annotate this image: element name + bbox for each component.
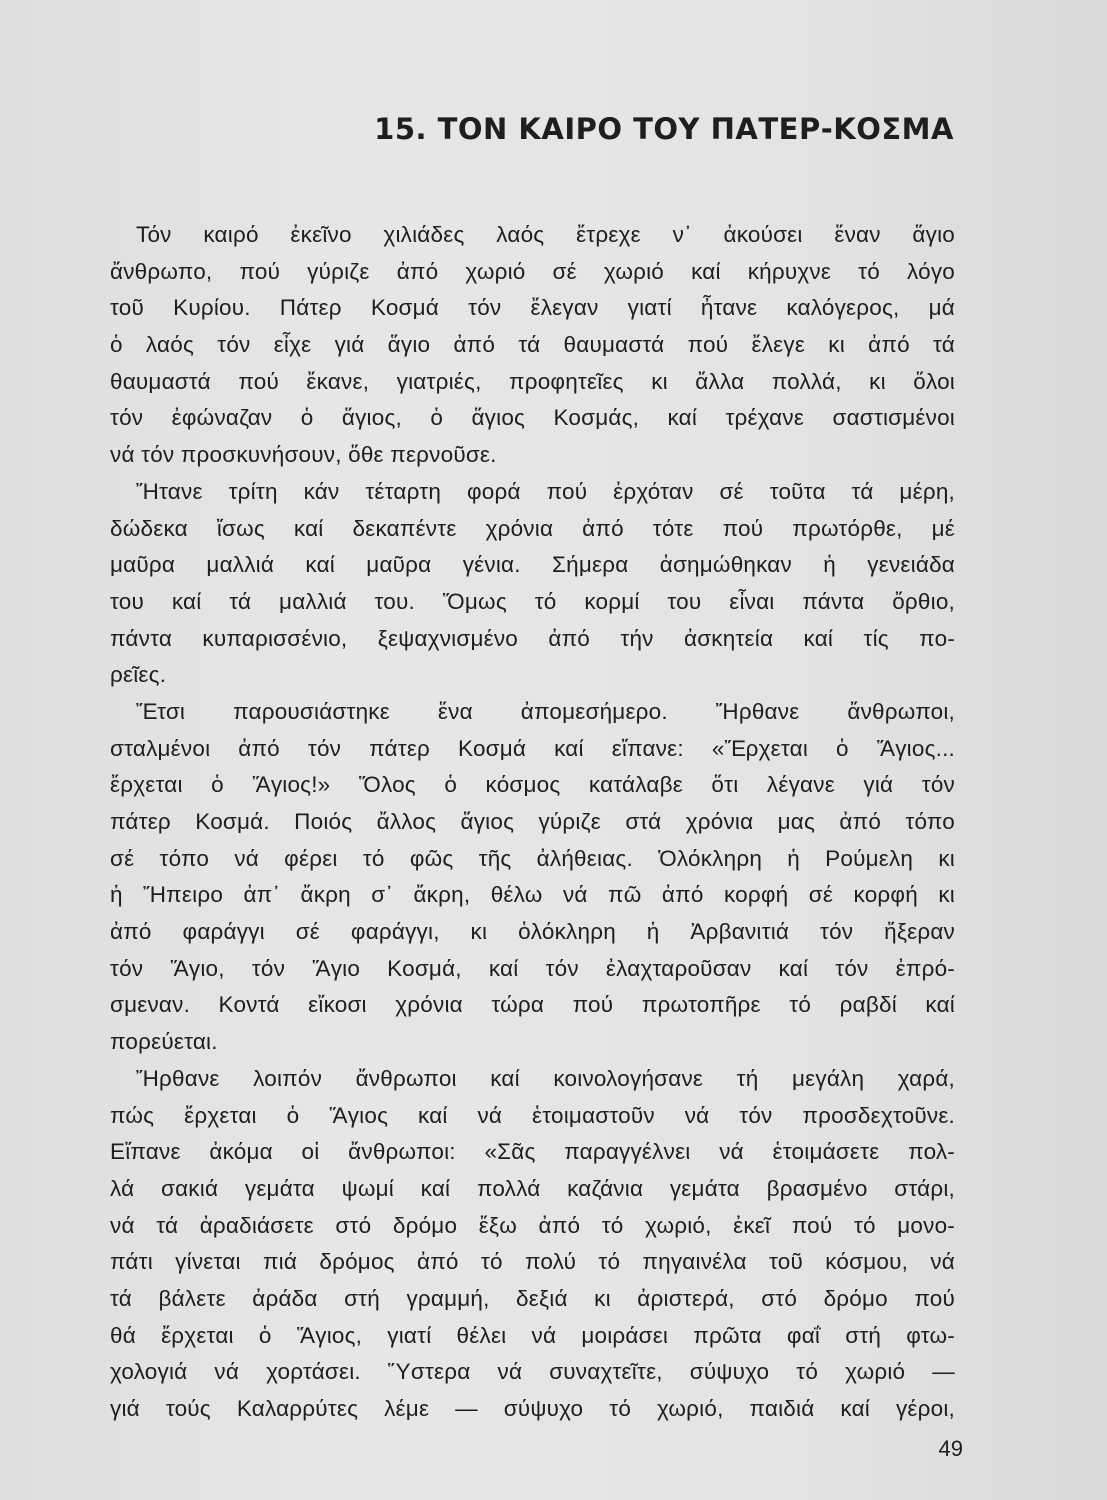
text-line: νά τόν προσκυνήσουν, ὅθε περνοῦσε.	[110, 442, 497, 468]
text-line: πάντα κυπαρισσένιο, ξεψαχνισμένο ἀπό τήν ἀσκητεία καί τίς πο-	[110, 625, 955, 651]
text-line: Τόν καιρό ἐκεῖνο χιλιάδες λαός ἔτρεχε ν᾽ ἀκούσει ἕναν ἅγιο	[136, 222, 955, 247]
text-line: μαῦρα μαλλιά καί μαῦρα γένια. Σήμερα ἀσημώθηκαν ἡ γενειάδα	[110, 552, 955, 578]
text-line: πορεύεται.	[110, 1029, 218, 1055]
text-line: πάτι γίνεται πιά δρόμος ἀπό τό πολύ τό πηγαινέλα τοῦ κόσμου, νά	[110, 1249, 955, 1275]
text-line: σταλμένοι ἀπό τόν πάτερ Κοσμά καί εἴπανε: «Ἔρχεται ὁ Ἅγιος...	[110, 735, 955, 761]
text-line: σμεναν. Κοντά εἴκοσι χρόνια τώρα πού πρωτοπῆρε τό ραβδί καί	[110, 992, 955, 1018]
text-line: Ἤτανε τρίτη κάν τέταρτη φορά πού ἐρχόταν σέ τοῦτα τά μέρη,	[136, 478, 955, 504]
text-line: σέ τόπο νά φέρει τό φῶς τῆς ἀλήθειας. Ὁλόκληρη ἡ Ρούμελη κι	[110, 845, 955, 871]
text-line: θαυμαστά πού ἔκανε, γιατριές, προφητεῖες κι ἄλλα πολλά, κι ὅλοι	[110, 368, 955, 394]
text-line: τόν Ἅγιο, τόν Ἅγιο Κοσμά, καί τόν ἐλαχταροῦσαν καί τόν ἐπρό-	[110, 955, 955, 981]
text-line: Ἔτσι παρουσιάστηκε ἕνα ἀπομεσήμερο. Ἤρθανε ἄνθρωποι,	[136, 698, 955, 724]
text-line: του καί τά μαλλιά του. Ὅμως τό κορμί του εἶναι πάντα ὄρθιο,	[110, 588, 955, 614]
text-line: τόν ἐφώναζαν ὁ ἅγιος, ὁ ἅγιος Κοσμάς, καί τρέχανε σαστισμένοι	[110, 405, 955, 431]
text-line: λά σακιά γεμάτα ψωμί καί πολλά καζάνια γεμάτα βρασμένο στάρι,	[110, 1175, 955, 1201]
text-line: θά ἔρχεται ὁ Ἅγιος, γιατί θέλει νά μοιράσει πρῶτα φαΐ στή φτω-	[110, 1322, 955, 1348]
text-line: ὁ λαός τόν εἶχε γιά ἅγιο ἀπό τά θαυμαστά πού ἔλεγε κι ἀπό τά	[110, 332, 955, 358]
chapter-title: 15. ΤΟΝ ΚΑΙΡΟ ΤΟΥ ΠΑΤΕΡ-ΚΟΣΜΑ	[374, 112, 954, 146]
text-line: χολογιά νά χορτάσει. Ὕστερα νά συναχτεῖτε, σύψυχο τό χωριό —	[110, 1359, 955, 1385]
text-line: δώδεκα ἴσως καί δεκαπέντε χρόνια ἀπό τότε πού πρωτόρθε, μέ	[110, 515, 955, 541]
text-line: νά τά ἀραδιάσετε στό δρόμο ἔξω ἀπό τό χωριό, ἐκεῖ πού τό μονο-	[110, 1212, 955, 1238]
text-line: ἔρχεται ὁ Ἅγιος!» Ὅλος ὁ κόσμος κατάλαβε ὅτι λέγανε γιά τόν	[110, 772, 955, 798]
text-line: ρεῖες.	[110, 662, 167, 688]
text-line: Ἤρθανε λοιπόν ἄνθρωποι καί κοινολογήσανε τή μεγάλη χαρά,	[136, 1065, 955, 1091]
text-line: τοῦ Κυρίου. Πάτερ Κοσμά τόν ἔλεγαν γιατί ἦτανε καλόγερος, μά	[110, 295, 955, 321]
text-line: ἡ Ἤπειρο ἀπ᾽ ἄκρη σ᾽ ἄκρη, θέλω νά πῶ ἀπό κορφή σέ κορφή κι	[110, 882, 955, 908]
text-line: πώς ἔρχεται ὁ Ἅγιος καί νά ἑτοιμαστοῦν νά τόν προσδεχτοῦνε.	[110, 1102, 955, 1128]
text-line: ἀπό φαράγγι σέ φαράγγι, κι ὁλόκληρη ἡ Ἀρβανιτιά τόν ἤξεραν	[110, 919, 955, 945]
body-text	[110, 217, 955, 1428]
text-line: Εἴπανε ἀκόμα οἱ ἄνθρωποι: «Σᾶς παραγγέλνει νά ἑτοιμάσετε πολ-	[110, 1139, 955, 1165]
text-line: ἄνθρωπο, πού γύριζε ἀπό χωριό σέ χωριό καί κήρυχνε τό λόγο	[110, 258, 955, 284]
text-line: γιά τούς Καλαρρύτες λέμε — σύψυχο τό χωριό, παιδιά καί γέροι,	[110, 1396, 955, 1421]
page-number: 49	[938, 1436, 963, 1461]
text-line: τά βάλετε ἀράδα στή γραμμή, δεξιά κι ἀριστερά, στό δρόμο πού	[110, 1285, 955, 1311]
text-line: πάτερ Κοσμά. Ποιός ἄλλος ἅγιος γύριζε στά χρόνια μας ἀπό τόπο	[110, 809, 955, 834]
